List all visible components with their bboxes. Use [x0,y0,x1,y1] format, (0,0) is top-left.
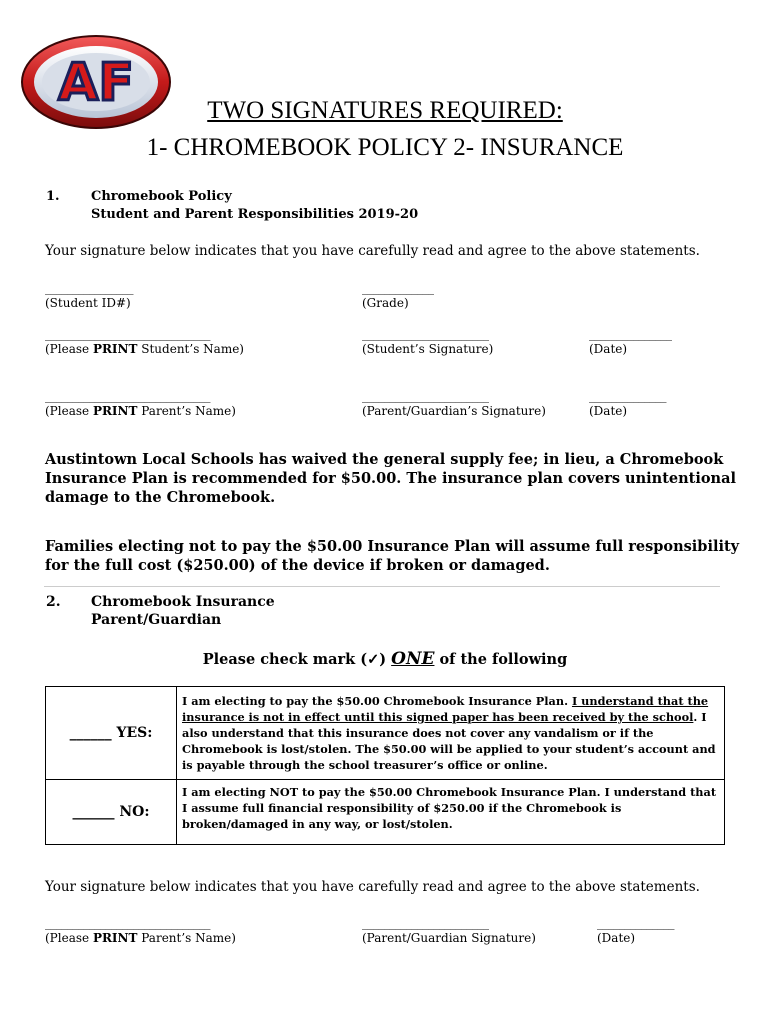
student-id-field[interactable]: ________________ [45,281,133,295]
section2-subtitle: Parent/Guardian [91,612,222,628]
section1-subtitle: Student and Parent Responsibilities 2019-20 [91,207,419,222]
date-label-2: (Date) [589,404,628,418]
parent-signature-label: (Parent/Guardian’s Signature) [362,404,546,418]
parent-signature-field-2[interactable]: _______________________ [362,916,489,930]
date-field-1[interactable]: _______________ [589,327,672,341]
option-yes-row [46,687,725,780]
option-no-text: I am electing NOT to pay the $50.00 Chromebook Insurance Plan. I understand that I assume full financial responsibility of $250.00 if the Chromebook is broken/damaged in any way, or lost/stolen. [177,780,725,845]
section1-title: Chromebook Policy [91,189,232,204]
parent-name-field[interactable]: ______________________________ [45,389,210,403]
grade-field[interactable]: _____________ [362,281,434,295]
section2-number: 2. [46,594,61,610]
divider [44,586,720,587]
option-yes-text: I am electing to pay the $50.00 Chromebook Insurance Plan. I understand that the insurance is not in effect until this signed paper has been received by the school. I also understand that this insurance does not cover any vandalism or if the Chromebook is lost/stolen. The $50.00 will be applied to your student’s account and is payable through the school treasurer’s office or online. [177,687,725,780]
student-id-label: (Student ID#) [45,296,131,310]
section1-number: 1. [46,189,60,204]
student-name-label: (Please PRINT Student’s Name) [45,342,244,356]
date-label-1: (Date) [589,342,628,356]
parent-name-field-2[interactable]: ______________________________ [45,916,210,930]
header-title-line1: TWO SIGNATURES REQUIRED: [207,97,563,124]
date-label-3: (Date) [597,931,636,945]
student-name-field[interactable]: ______________________________ [45,327,210,341]
check-instruction: Please check mark (✓) ONE of the following [202,649,568,669]
parent-signature-field[interactable]: _______________________ [362,389,489,403]
grade-label: (Grade) [362,296,409,310]
insurance-options-table [45,686,725,845]
parent-name-label: (Please PRINT Parent’s Name) [45,404,236,418]
parent-signature-label-2: (Parent/Guardian Signature) [362,931,536,945]
option-no-checkbox[interactable]: ______ NO: [46,780,177,845]
section2-title: Chromebook Insurance [91,594,275,610]
header-title-line2: 1- CHROMEBOOK POLICY 2- INSURANCE [146,134,624,161]
insurance-notice: Austintown Local Schools has waived the general supply fee; in lieu, a Chromebook Insurance Plan is recommended for $50.00. The insurance plan covers unintentional damage to the Chromebook. [45,451,736,506]
student-signature-label: (Student’s Signature) [362,342,494,356]
option-yes-checkbox[interactable]: ______ YES: [46,687,177,780]
parent-name-label-2: (Please PRINT Parent’s Name) [45,931,236,945]
student-signature-field[interactable]: _______________________ [362,327,489,341]
responsibility-notice: Families electing not to pay the $50.00 Insurance Plan will assume full responsibility for the full cost ($250.00) of the device if broken or damaged. [45,538,740,574]
svg-text:AF: AF [58,53,134,113]
date-field-2[interactable]: ______________ [589,389,666,403]
date-field-3[interactable]: ______________ [597,916,674,930]
option-no-row [46,780,725,845]
section1-statement: Your signature below indicates that you have carefully read and agree to the above statements. [45,243,700,259]
section2-statement: Your signature below indicates that you have carefully read and agree to the above statements. [45,879,700,895]
